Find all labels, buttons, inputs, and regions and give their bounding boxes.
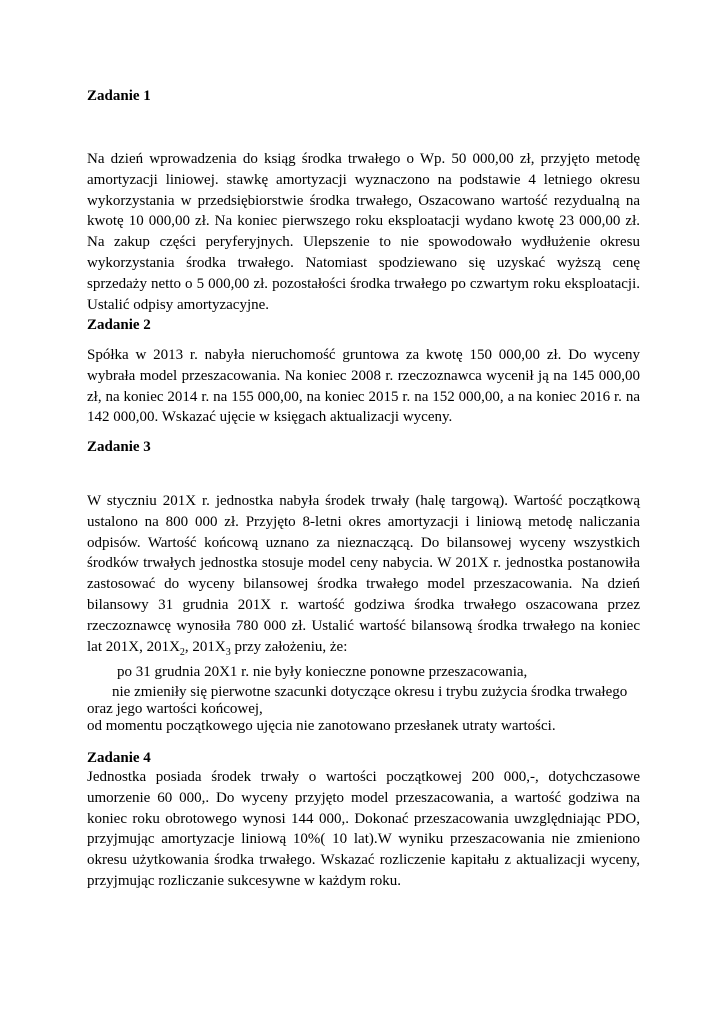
zadanie-3-condition-3: od momentu początkowego ujęcia nie zanotowano przesłanek utraty wartości. [87, 718, 556, 734]
zadanie-4-text: Jednostka posiada środek trwały o wartości początkowej 200 000,-, dotychczasowe umorzenie 60 000,. Do wyceny przyjęto model przeszacowania, a wartość godziwa na koniec roku obrotowego wynosi 144 000,. Dokonać przeszacowania uwzględniając PDO, przyjmując amortyzacje liniową 10%( 10 lat).W wyniku przeszacowania nie zmieniono okresu użytkowania środka trwałego. Wskazać rozliczenie kapitału z aktualizacji wyceny, przyjmując rozliczanie sukcesywne w każdym roku. [87, 769, 640, 889]
zadanie-3-condition-2: nie zmieniły się pierwotne szacunki dotyczące okresu i trybu zużycia środka trwałego [112, 684, 628, 700]
zadanie-3-years-sub-1: 2 [179, 646, 185, 658]
zadanie-3-years-mid: , 201X [184, 638, 226, 655]
zadanie-3-condition-2-cont: oraz jego wartości końcowej, [87, 701, 263, 717]
zadanie-2-text: Spółka w 2013 r. nabyła nieruchomość gruntowa za kwotę 150 000,00 zł. Do wyceny wybrała model przeszacowania. Na koniec 2008 r. rzeczoznawca wycenił ją na 145 000,00 zł, na koniec 2014 r. na 155 000,00, na koniec 2015 r. na 152 000,00, a na koniec 2016 r. na 142 000,00. Wskazać ujęcie w księgach aktualizacji wyceny. [87, 347, 640, 426]
zadanie-3-years-suffix: przy założeniu, że: [230, 638, 348, 655]
zadanie-3-years-prefix: 201X, 201X [105, 638, 180, 655]
zadanie-3-heading: Zadanie 3 [87, 439, 151, 455]
zadanie-2-heading: Zadanie 2 [87, 317, 151, 333]
zadanie-3-condition-1: po 31 grudnia 20X1 r. nie były konieczne ponowne przeszacowania, [117, 664, 528, 680]
zadanie-3-years-sub-2: 3 [225, 646, 231, 658]
zadanie-4-heading: Zadanie 4 [87, 750, 151, 766]
zadanie-1-heading: Zadanie 1 [87, 88, 151, 104]
zadanie-3-main-text: W styczniu 201X r. jednostka nabyła środek trwały (halę targową). Wartość początkową ustalono na 800 000 zł. Przyjęto 8-letni okres amortyzacji i liniową metodę naliczania odpisów. Wartość końcową uznano za nieznaczącą. Do bilansowej wyceny wszystkich środków trwałych jednostka stosuje model ceny nabycia. W 201X r. jednostka postanowiła zastosować do wyceny bilansowej środka trwałego model przeszacowania. Na dzień bilansowy 31 grudnia 201X r. wartość godziwa środka trwałego oszacowana przez rzeczoznawcę wynosiła 780 000 zł. Ustalić wartość bilansową środka trwałego na koniec lat [87, 493, 640, 655]
zadanie-1-text: Na dzień wprowadzenia do ksiąg środka trwałego o Wp. 50 000,00 zł, przyjęto metodę amortyzacji liniowej. stawkę amortyzacji wyznaczono na podstawie 4 letniego okresu wykorzystania w przedsiębiorstwie środka trwałego, Oszacowano wartość rezydualną na kwotę 10 000,00 zł. Na koniec pierwszego roku eksploatacji wydano kwotę 23 000,00 zł. Na zakup części peryferyjnych. Ulepszenie to nie spowodowało wydłużenie okresu wykorzystania środka trwałego. Natomiast spodziewano się uzyskać wyższą cenę sprzedaży netto o 5 000,00 zł. pozostałości środka trwałego po czwartym roku eksploatacji. Ustalić odpisy amortyzacyjne. [87, 151, 640, 313]
zadanie-3-text [87, 491, 640, 657]
